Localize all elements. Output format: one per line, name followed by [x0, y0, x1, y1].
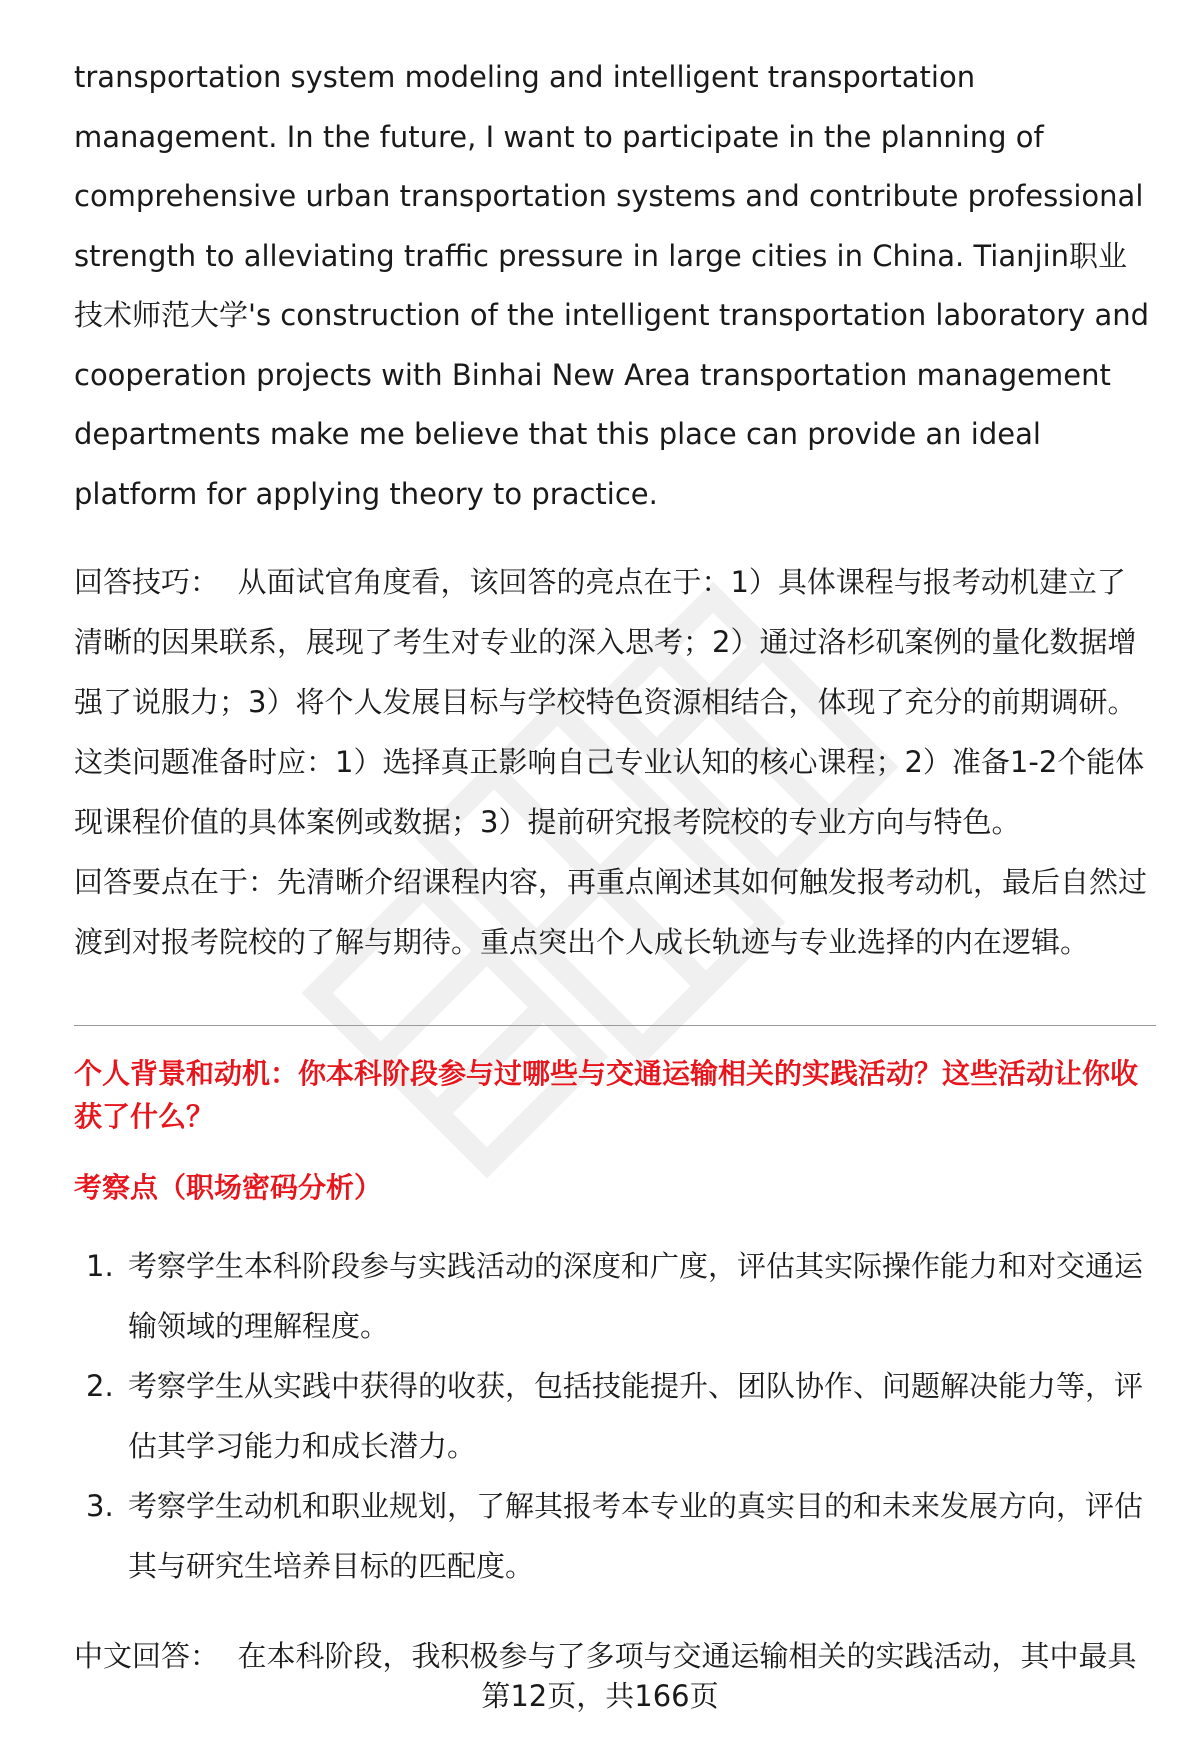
- assessment-list: [74, 1236, 1154, 1596]
- answer-tips-text: 从面试官角度看，该回答的亮点在于：1）具体课程与报考动机建立了清晰的因果联系，展现了考生对专业的深入思考；2）通过洛杉矶案例的量化数据增强了说服力；3）将个人发展目标与学校特色资源相结合，体现了充分的前期调研。这类问题准备时应：1）选择真正影响自己专业认知的核心课程；2）准备1-2个能体现课程价值的具体案例或数据；3）提前研究报考院校的专业方向与特色。: [74, 565, 1145, 839]
- page-number-footer: 第12页，共166页: [481, 1679, 719, 1713]
- section-divider: [74, 1025, 1156, 1026]
- document-body: [74, 48, 1154, 972]
- list-item-text: 考察学生本科阶段参与实践活动的深度和广度，评估其实际操作能力和对交通运输领域的理解程度。: [128, 1249, 1144, 1343]
- list-item-number: 2.: [86, 1369, 114, 1403]
- chinese-answer-label: 中文回答：: [74, 1639, 220, 1673]
- list-item-number: 3.: [86, 1489, 114, 1523]
- english-answer-paragraph: transportation system modeling and intelligent transportation management. In the future, I want to participate in the planning of comprehensive urban transportation systems and contribute professional strength to alleviating traffic pressure in large cities in China. Tianjin职业技术师范大学's construction of the intelligent transportation laboratory and cooperation projects with Binhai New Area transportation management departments make me believe that this place can provide an ideal platform for applying theory to practice.: [74, 60, 1150, 511]
- answer-tips-label: 回答技巧：: [74, 565, 220, 599]
- list-item: [74, 1476, 1154, 1596]
- list-item: [74, 1356, 1154, 1476]
- answer-key-points: 回答要点在于：先清晰介绍课程内容，再重点阐述其如何触发报考动机，最后自然过渡到对报考院校的了解与期待。重点突出个人成长轨迹与专业选择的内在逻辑。: [74, 865, 1148, 959]
- list-item-text: 考察学生动机和职业规划，了解其报考本专业的真实目的和未来发展方向，评估其与研究生培养目标的匹配度。: [128, 1489, 1144, 1583]
- list-item-number: 1.: [86, 1249, 114, 1283]
- list-item-text: 考察学生从实践中获得的收获，包括技能提升、团队协作、问题解决能力等，评估其学习能力和成长潜力。: [128, 1369, 1144, 1463]
- answer-tips-paragraph: [74, 552, 1154, 852]
- list-item: [74, 1236, 1154, 1356]
- question-heading: 个人背景和动机：你本科阶段参与过哪些与交通运输相关的实践活动？这些活动让你收获了什么？: [74, 1057, 1139, 1133]
- chinese-answer-text: 在本科阶段，我积极参与了多项与交通运输相关的实践活动，其中最具: [237, 1639, 1137, 1673]
- assessment-heading: 考察点（职场密码分析）: [74, 1171, 383, 1204]
